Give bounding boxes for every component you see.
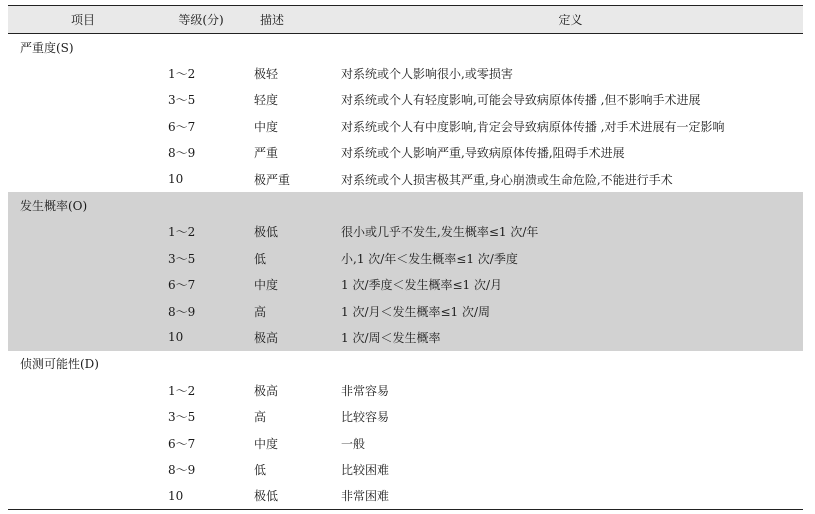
description-cell: 轻度 bbox=[254, 93, 279, 108]
table-row bbox=[8, 113, 803, 139]
grade-cell: 8～9 bbox=[168, 462, 196, 477]
description-cell: 极低 bbox=[254, 489, 279, 504]
grade-cell: 1～2 bbox=[168, 225, 196, 240]
table-row bbox=[8, 483, 803, 509]
table-row bbox=[8, 456, 803, 482]
section-severity bbox=[8, 34, 803, 192]
header-grade: 等级(分) bbox=[178, 13, 224, 27]
description-cell: 高 bbox=[254, 410, 267, 425]
table-row bbox=[8, 377, 803, 403]
table-row bbox=[8, 430, 803, 456]
table-row bbox=[8, 324, 803, 350]
description-cell: 极严重 bbox=[254, 172, 291, 187]
description-cell: 极高 bbox=[254, 330, 279, 345]
table-row bbox=[8, 272, 803, 298]
grade-cell: 6～7 bbox=[168, 278, 196, 293]
grade-cell: 10 bbox=[168, 172, 184, 187]
definition-cell: 比较容易 bbox=[341, 410, 390, 425]
definition-cell: 小,1 次/年＜发生概率≤1 次/季度 bbox=[341, 251, 518, 266]
table-header-row bbox=[8, 6, 803, 33]
definition-cell: 对系统或个人损害极其严重,身心崩溃或生命危险,不能进行手术 bbox=[341, 172, 673, 187]
description-cell: 中度 bbox=[254, 119, 279, 134]
description-cell: 极低 bbox=[254, 225, 279, 240]
section-title-row bbox=[8, 34, 803, 60]
section-title-row bbox=[8, 192, 803, 218]
grade-cell: 6～7 bbox=[168, 119, 196, 134]
definition-cell: 1 次/季度＜发生概率≤1 次/月 bbox=[341, 278, 503, 293]
description-cell: 极轻 bbox=[254, 67, 279, 82]
table-row bbox=[8, 245, 803, 271]
table-row bbox=[8, 166, 803, 192]
section-occurrence bbox=[8, 192, 803, 350]
grade-cell: 8～9 bbox=[168, 146, 196, 161]
definition-cell: 比较困难 bbox=[341, 462, 390, 477]
table-row bbox=[8, 403, 803, 429]
definition-cell: 1 次/周＜发生概率 bbox=[341, 330, 441, 345]
definition-cell: 非常困难 bbox=[341, 489, 390, 504]
grade-cell: 3～5 bbox=[168, 93, 196, 108]
definition-cell: 非常容易 bbox=[341, 383, 390, 398]
table-row bbox=[8, 60, 803, 86]
header-definition: 定义 bbox=[558, 13, 583, 27]
header-item: 项目 bbox=[70, 13, 95, 27]
section-title: 严重度(S) bbox=[20, 40, 74, 55]
grade-cell: 1～2 bbox=[168, 67, 196, 82]
definition-cell: 很小或几乎不发生,发生概率≤1 次/年 bbox=[341, 225, 539, 240]
description-cell: 高 bbox=[254, 304, 267, 319]
description-cell: 极高 bbox=[254, 383, 279, 398]
grade-cell: 10 bbox=[168, 488, 184, 503]
section-title: 发生概率(O) bbox=[20, 199, 88, 214]
table-row bbox=[8, 298, 803, 324]
description-cell: 低 bbox=[254, 462, 267, 477]
table-row bbox=[8, 87, 803, 113]
grade-cell: 3～5 bbox=[168, 251, 196, 266]
grade-cell: 8～9 bbox=[168, 304, 196, 319]
definition-cell: 对系统或个人有中度影响,肯定会导致病原体传播 ,对手术进展有一定影响 bbox=[341, 119, 725, 134]
description-cell: 严重 bbox=[254, 146, 279, 161]
table-bottom-rule bbox=[8, 509, 803, 510]
definition-cell: 对系统或个人影响很小,或零损害 bbox=[341, 67, 513, 82]
description-cell: 低 bbox=[254, 251, 267, 266]
grade-cell: 1～2 bbox=[168, 383, 196, 398]
description-cell: 中度 bbox=[254, 278, 279, 293]
definition-cell: 1 次/月＜发生概率≤1 次/周 bbox=[341, 304, 491, 319]
section-detection bbox=[8, 351, 803, 509]
grade-cell: 6～7 bbox=[168, 436, 196, 451]
section-title: 侦测可能性(D) bbox=[20, 357, 99, 372]
definition-cell: 对系统或个人影响严重,导致病原体传播,阻碍手术进展 bbox=[341, 146, 625, 161]
grade-cell: 3～5 bbox=[168, 410, 196, 425]
section-title-row bbox=[8, 351, 803, 377]
definition-cell: 对系统或个人有轻度影响,可能会导致病原体传播 ,但不影响手术进展 bbox=[341, 93, 701, 108]
table-row bbox=[8, 219, 803, 245]
fmea-criteria-table bbox=[8, 5, 803, 510]
grade-cell: 10 bbox=[168, 330, 184, 345]
description-cell: 中度 bbox=[254, 436, 279, 451]
header-description: 描述 bbox=[259, 13, 284, 27]
definition-cell: 一般 bbox=[341, 436, 366, 451]
table-row bbox=[8, 140, 803, 166]
